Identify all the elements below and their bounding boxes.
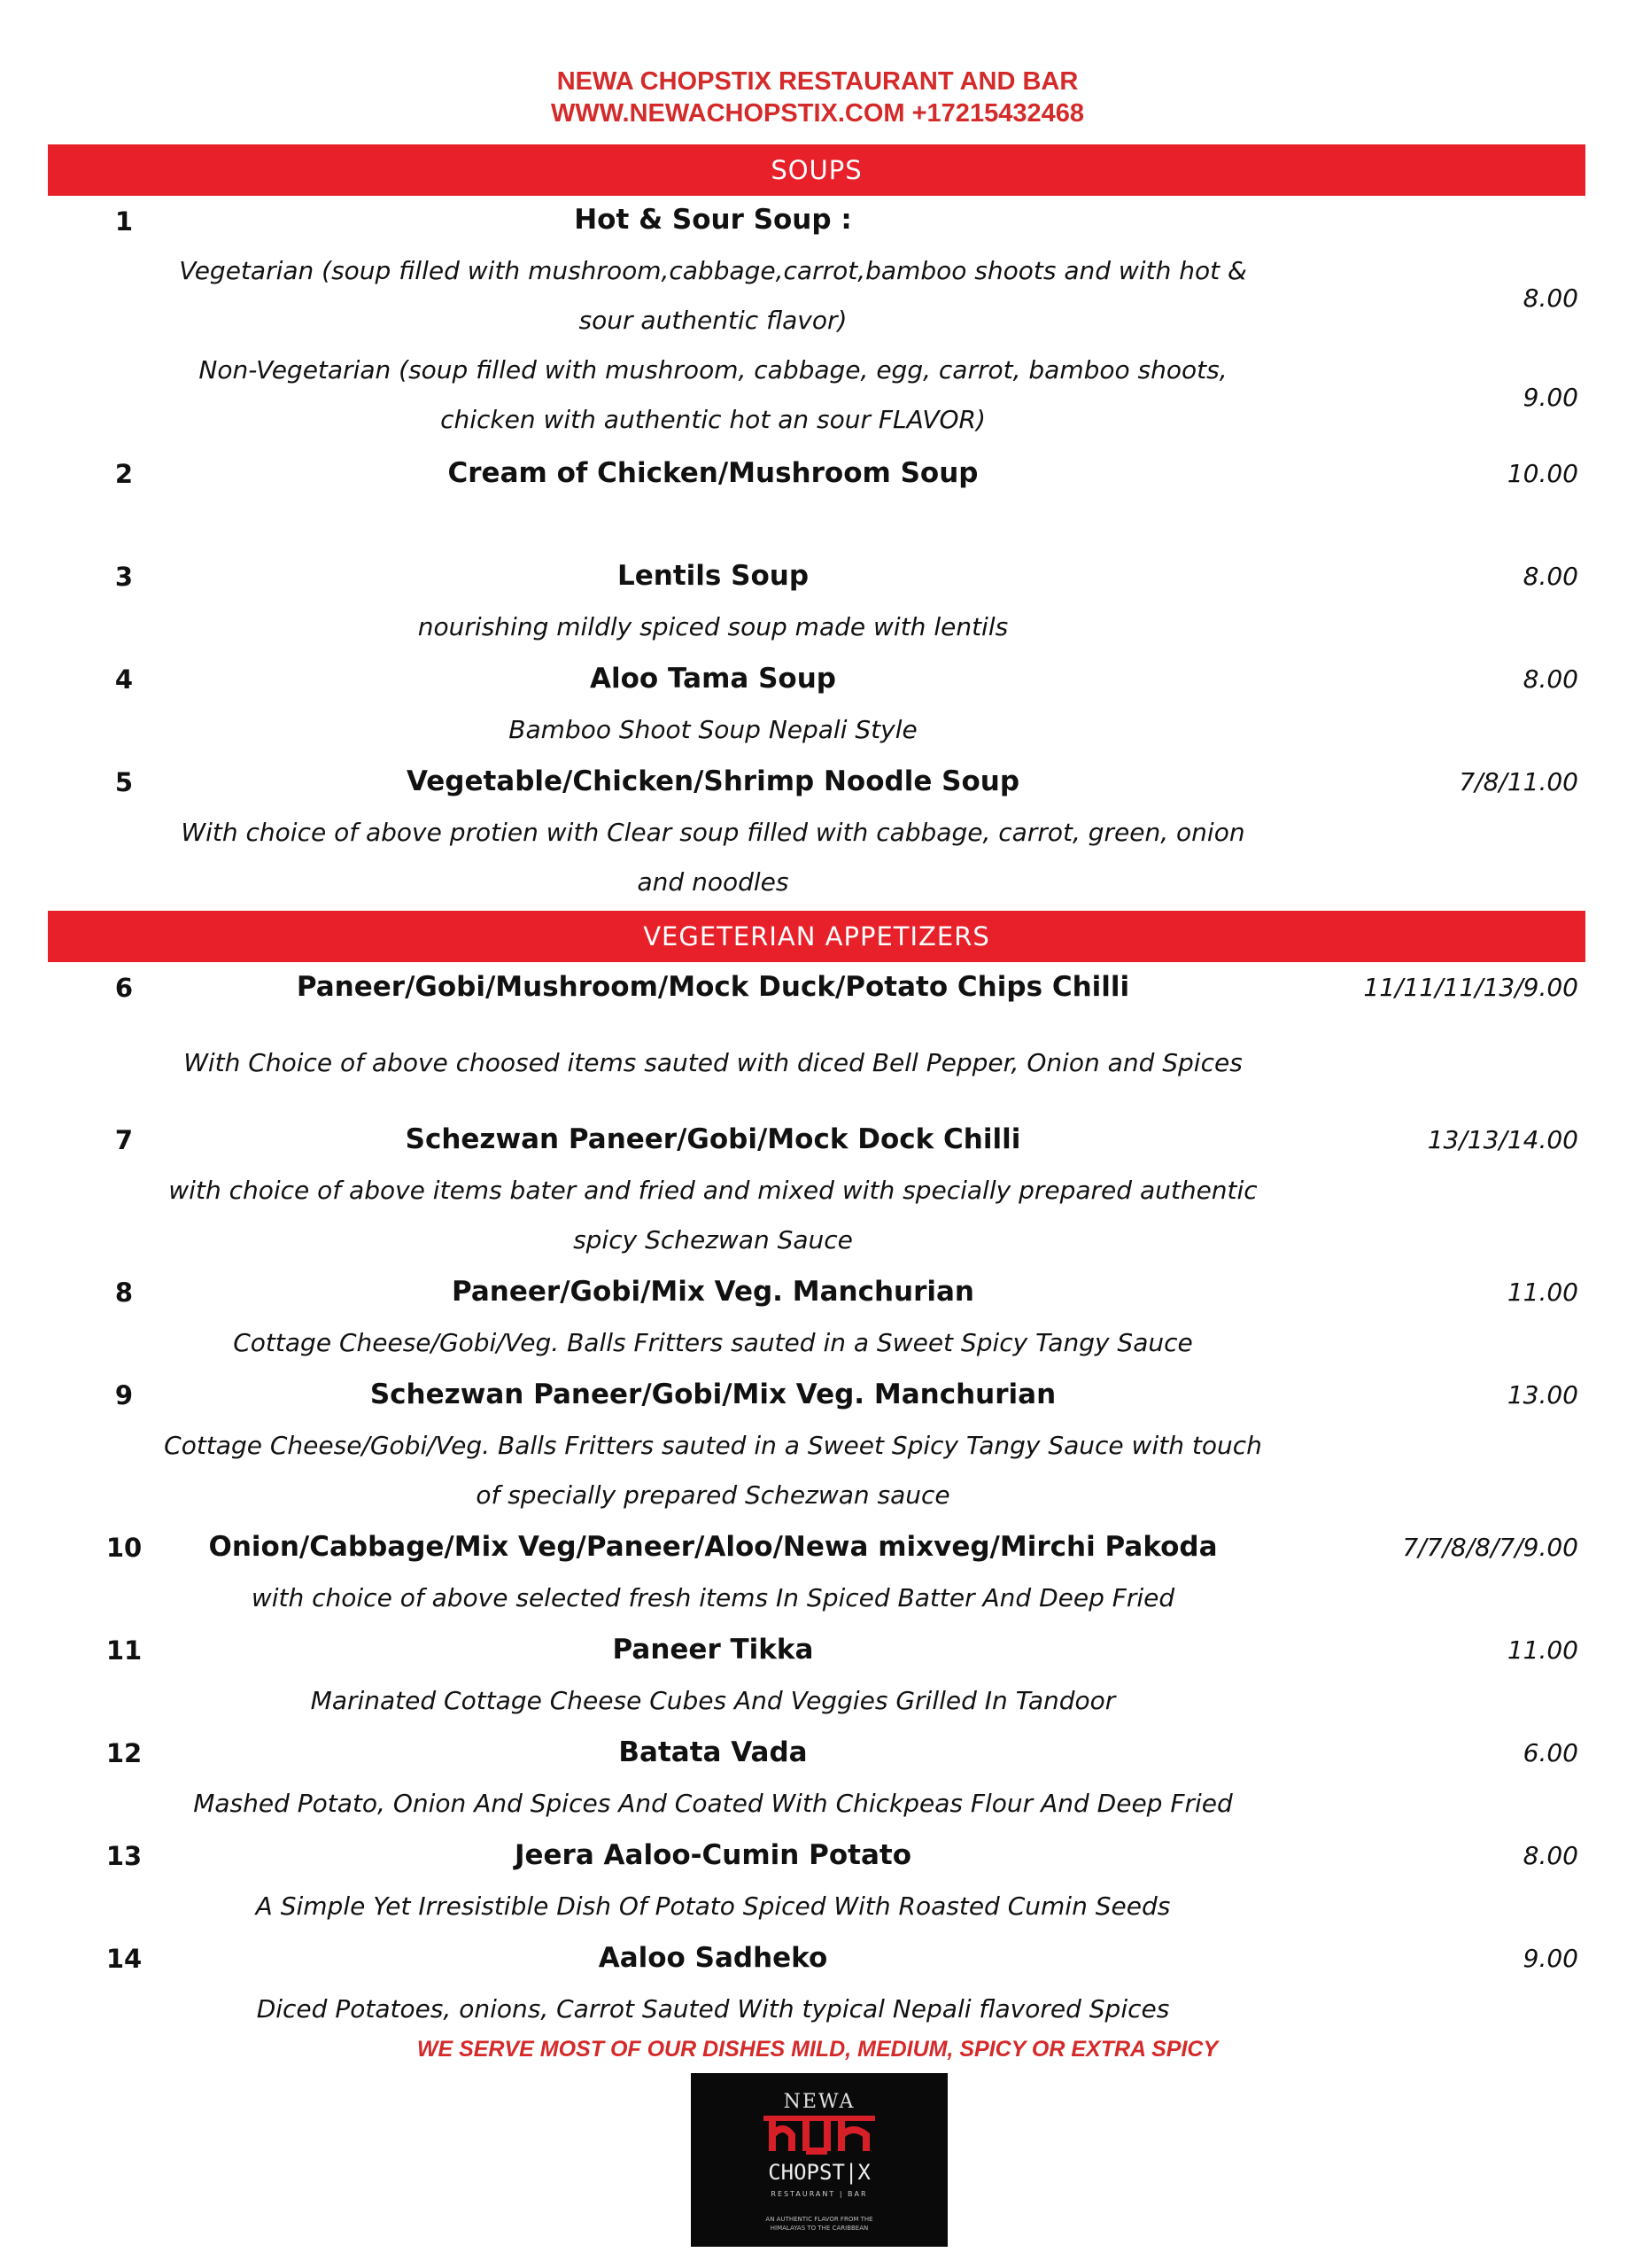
item-number: 10 — [105, 1533, 143, 1563]
item-price: 8.00 — [1523, 1841, 1578, 1870]
logo-tagline-line2: HIMALAYAS TO THE CARIBBEAN — [770, 2225, 869, 2232]
item-number: 9 — [114, 1380, 134, 1410]
item-number: 7 — [114, 1125, 134, 1155]
item-title: Cream of Chicken/Mushroom Soup — [447, 457, 979, 489]
item-price: 13/13/14.00 — [1427, 1125, 1578, 1154]
item-number: 5 — [114, 767, 134, 797]
item-description: With choice of above protien with Clear soup filled with cabbage, carrot, green, onion — [181, 818, 1245, 847]
section-header-soups: SOUPS — [48, 144, 1585, 196]
item-number: 1 — [114, 206, 134, 237]
item-number: 4 — [114, 664, 134, 695]
item-description: Cottage Cheese/Gobi/Veg. Balls Fritters sauted in a Sweet Spicy Tangy Sauce with touch — [164, 1431, 1262, 1460]
item-price: 8.00 — [1523, 664, 1578, 694]
item-description: with choice of above items bater and fried and mixed with specially prepared authentic — [168, 1176, 1258, 1205]
item-number: 3 — [114, 562, 134, 592]
item-number: 12 — [105, 1738, 143, 1768]
item-number: 8 — [114, 1278, 134, 1308]
item-title: Onion/Cabbage/Mix Veg/Paneer/Aloo/Newa mixveg/Mirchi Pakoda — [208, 1531, 1218, 1563]
item-description: chicken with authentic hot an sour FLAVOR) — [440, 405, 986, 434]
item-description: sour authentic flavor) — [578, 306, 848, 335]
item-price: 6.00 — [1523, 1738, 1578, 1767]
item-number: 11 — [105, 1635, 143, 1666]
item-description: Mashed Potato, Onion And Spices And Coated With Chickpeas Flour And Deep Fried — [193, 1789, 1233, 1818]
item-description: Non-Vegetarian (soup filled with mushroom, cabbage, egg, carrot, bamboo shoots, — [198, 355, 1228, 384]
item-price: 11.00 — [1507, 1278, 1578, 1307]
item-title: Batata Vada — [618, 1736, 808, 1768]
restaurant-logo — [691, 2073, 948, 2247]
item-title: Schezwan Paneer/Gobi/Mix Veg. Manchurian — [369, 1379, 1057, 1410]
item-title: Hot & Sour Soup : — [574, 204, 852, 236]
item-description: Cottage Cheese/Gobi/Veg. Balls Fritters sauted in a Sweet Spicy Tangy Sauce — [233, 1328, 1193, 1357]
item-description: of specially prepared Schezwan sauce — [476, 1480, 950, 1510]
item-number: 13 — [105, 1841, 143, 1871]
item-price: 9.00 — [1523, 383, 1578, 412]
spice-level-note: WE SERVE MOST OF OUR DISHES MILD, MEDIUM, SPICY OR EXTRA SPICY — [416, 2037, 1219, 2062]
item-description: Bamboo Shoot Soup Nepali Style — [508, 715, 918, 744]
item-description: nourishing mildly spiced soup made with lentils — [417, 612, 1009, 641]
item-price: 11.00 — [1507, 1635, 1578, 1665]
item-description: and noodles — [637, 867, 789, 897]
item-price: 8.00 — [1523, 284, 1578, 313]
item-description: Vegetarian (soup filled with mushroom,cabbage,carrot,bamboo shoots and with hot & — [179, 256, 1247, 285]
item-description: Diced Potatoes, onions, Carrot Sauted With typical Nepali flavored Spices — [256, 1994, 1170, 2023]
item-number: 2 — [114, 459, 134, 489]
item-number: 14 — [105, 1944, 143, 1974]
item-title: Lentils Soup — [616, 560, 810, 592]
item-price: 8.00 — [1523, 562, 1578, 591]
item-title: Jeera Aaloo-Cumin Potato — [514, 1839, 912, 1871]
item-description: with choice of above selected fresh items In Spiced Batter And Deep Fried — [251, 1583, 1175, 1612]
logo-top-text: NEWA — [783, 2091, 856, 2113]
item-price: 7/8/11.00 — [1459, 767, 1578, 796]
item-description: With Choice of above choosed items sauted with diced Bell Pepper, Onion and Spices — [183, 1048, 1243, 1077]
restaurant-contact: WWW.NEWACHOPSTIX.COM +17215432468 — [551, 99, 1084, 128]
item-price: 7/7/8/8/7/9.00 — [1402, 1533, 1578, 1562]
logo-sub-text: RESTAURANT | BAR — [771, 2190, 868, 2198]
section-header-veg-appetizers: VEGETERIAN APPETIZERS — [48, 911, 1585, 962]
item-price: 11/11/11/13/9.00 — [1363, 973, 1578, 1002]
item-price: 13.00 — [1507, 1380, 1578, 1410]
item-number: 6 — [114, 973, 134, 1003]
item-title: Paneer Tikka — [612, 1634, 814, 1666]
item-price: 10.00 — [1507, 459, 1578, 488]
item-description: Marinated Cottage Cheese Cubes And Veggies Grilled In Tandoor — [310, 1686, 1116, 1715]
item-description: A Simple Yet Irresistible Dish Of Potato Spiced With Roasted Cumin Seeds — [255, 1891, 1171, 1921]
item-title: Paneer/Gobi/Mix Veg. Manchurian — [451, 1276, 974, 1308]
item-title: Aloo Tama Soup — [590, 663, 836, 695]
item-price: 9.00 — [1523, 1944, 1578, 1973]
item-title: Schezwan Paneer/Gobi/Mock Dock Chilli — [405, 1123, 1021, 1155]
logo-tagline — [691, 2215, 948, 2233]
item-description: spicy Schezwan Sauce — [573, 1225, 853, 1254]
logo-name-text: CHOPST|X — [768, 2160, 871, 2185]
logo-emblem-icon — [760, 2112, 879, 2160]
item-title: Aaloo Sadheko — [598, 1942, 828, 1974]
item-title: Paneer/Gobi/Mushroom/Mock Duck/Potato Chips Chilli — [296, 971, 1130, 1003]
item-title: Vegetable/Chicken/Shrimp Noodle Soup — [406, 765, 1020, 797]
logo-tagline-line1: AN AUTHENTIC FLAVOR FROM THE — [765, 2216, 873, 2223]
restaurant-name: NEWA CHOPSTIX RESTAURANT AND BAR — [556, 67, 1079, 96]
